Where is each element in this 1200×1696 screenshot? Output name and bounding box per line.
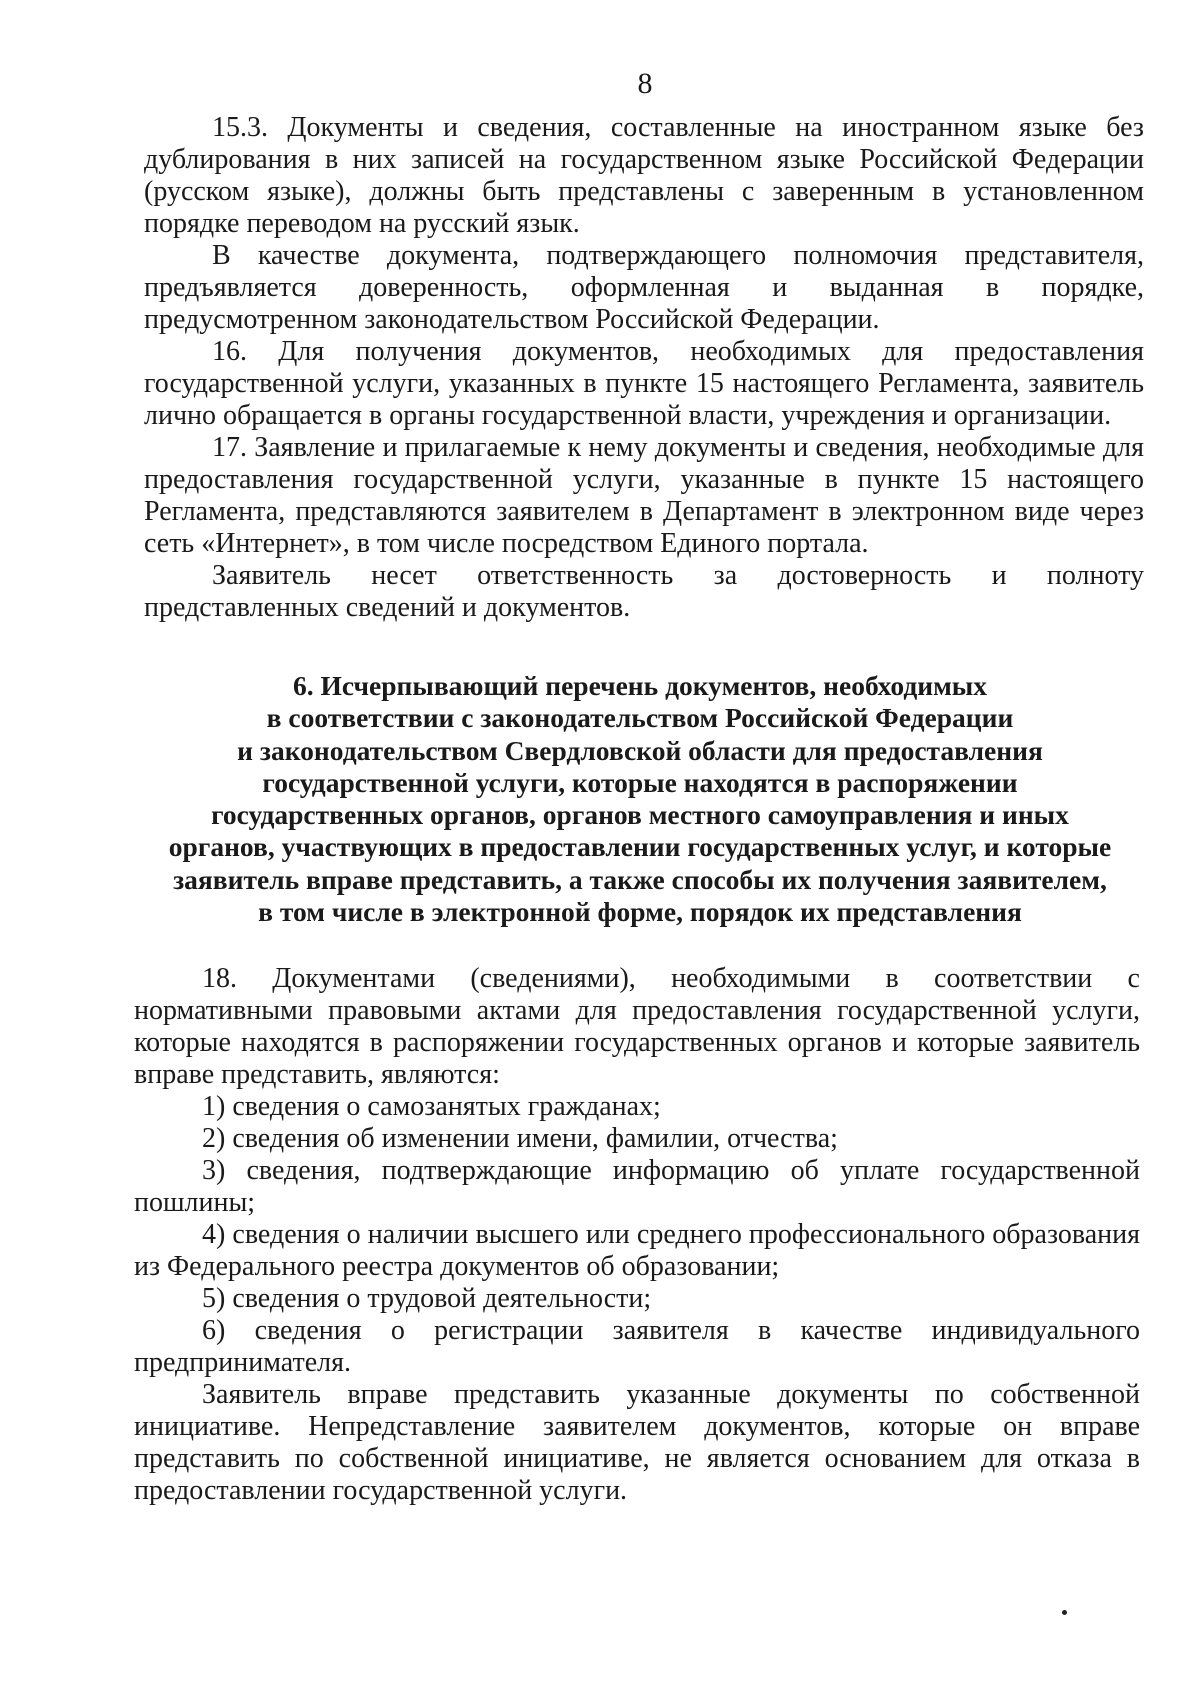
paragraph-16: 16. Для получения документов, необходимых для предоставления государственной услуги, указанных в пункте 15 настоящего Регламента, заявитель лично обращается в органы государственной власти, учреждения и организации. [144, 336, 1144, 431]
heading-line: в том числе в электронной форме, порядок их представления [258, 896, 1022, 928]
paragraph-15-3: 15.3. Документы и сведения, составленные на иностранном языке без дублирования в них записей на государственном языке Российской Федерации (русском языке), должны быть представлены с заверенным в установленном порядке переводом на русский язык. [144, 112, 1144, 239]
paragraph-representative-authority: В качестве документа, подтверждающего полномочия представителя, предъявляется доверенность, оформленная и выданная в порядке, предусмотренном законодательством Российской Федерации. [144, 240, 1144, 335]
heading-line: органов, участвующих в предоставлении государственных услуг, и которые [168, 831, 1112, 863]
heading-line: государственной услуги, которые находятся в распоряжении [262, 766, 1018, 798]
scan-speck [1062, 1610, 1067, 1615]
paragraph-18: 18. Документами (сведениями), необходимыми в соответствии с нормативными правовыми актами для предоставления государственной услуги, которые находятся в распоряжении государственных органов и которые заявитель вправе представить, являются: [134, 963, 1140, 1090]
closing-paragraph: Заявитель вправе представить указанные документы по собственной инициативе. Непредставление заявителем документов, которые он вправе представить по собственной инициативе, не является основанием для отказа в предоставлении государственной услуги. [134, 1379, 1140, 1506]
list-item: 6) сведения о регистрации заявителя в качестве индивидуального предпринимателя. [134, 1315, 1140, 1378]
list-item: 3) сведения, подтверждающие информацию об уплате государственной пошлины; [134, 1155, 1140, 1218]
page-number: 8 [637, 67, 653, 100]
upper-text-block [144, 112, 1144, 624]
list-item: 2) сведения об изменении имени, фамилии, отчества; [202, 1123, 838, 1154]
heading-line: и законодательством Свердловской области для предоставления [237, 734, 1043, 766]
heading-line: заявитель вправе представить, а также способы их получения заявителем, [173, 863, 1107, 895]
list-item: 4) сведения о наличии высшего или среднего профессионального образования из Федерального реестра документов об образовании; [134, 1219, 1140, 1282]
heading-line: государственных органов, органов местного самоуправления и иных [211, 799, 1069, 831]
heading-line: в соответствии с законодательством Российской Федерации [266, 702, 1014, 734]
section-6-heading [140, 670, 1140, 928]
lower-text-block [134, 963, 1140, 1507]
list-item: 5) сведения о трудовой деятельности; [202, 1283, 652, 1314]
heading-line: 6. Исчерпывающий перечень документов, необходимых [292, 670, 988, 701]
paragraph-responsibility: Заявитель несет ответственность за достоверность и полноту представленных сведений и документов. [144, 560, 1144, 623]
paragraph-17: 17. Заявление и прилагаемые к нему документы и сведения, необходимые для предоставления государственной услуги, указанные в пункте 15 настоящего Регламента, представляются заявителем в Департамент в электронном виде через сеть «Интернет», в том числе посредством Единого портала. [144, 432, 1144, 559]
list-item: 1) сведения о самозанятых гражданах; [202, 1091, 661, 1122]
